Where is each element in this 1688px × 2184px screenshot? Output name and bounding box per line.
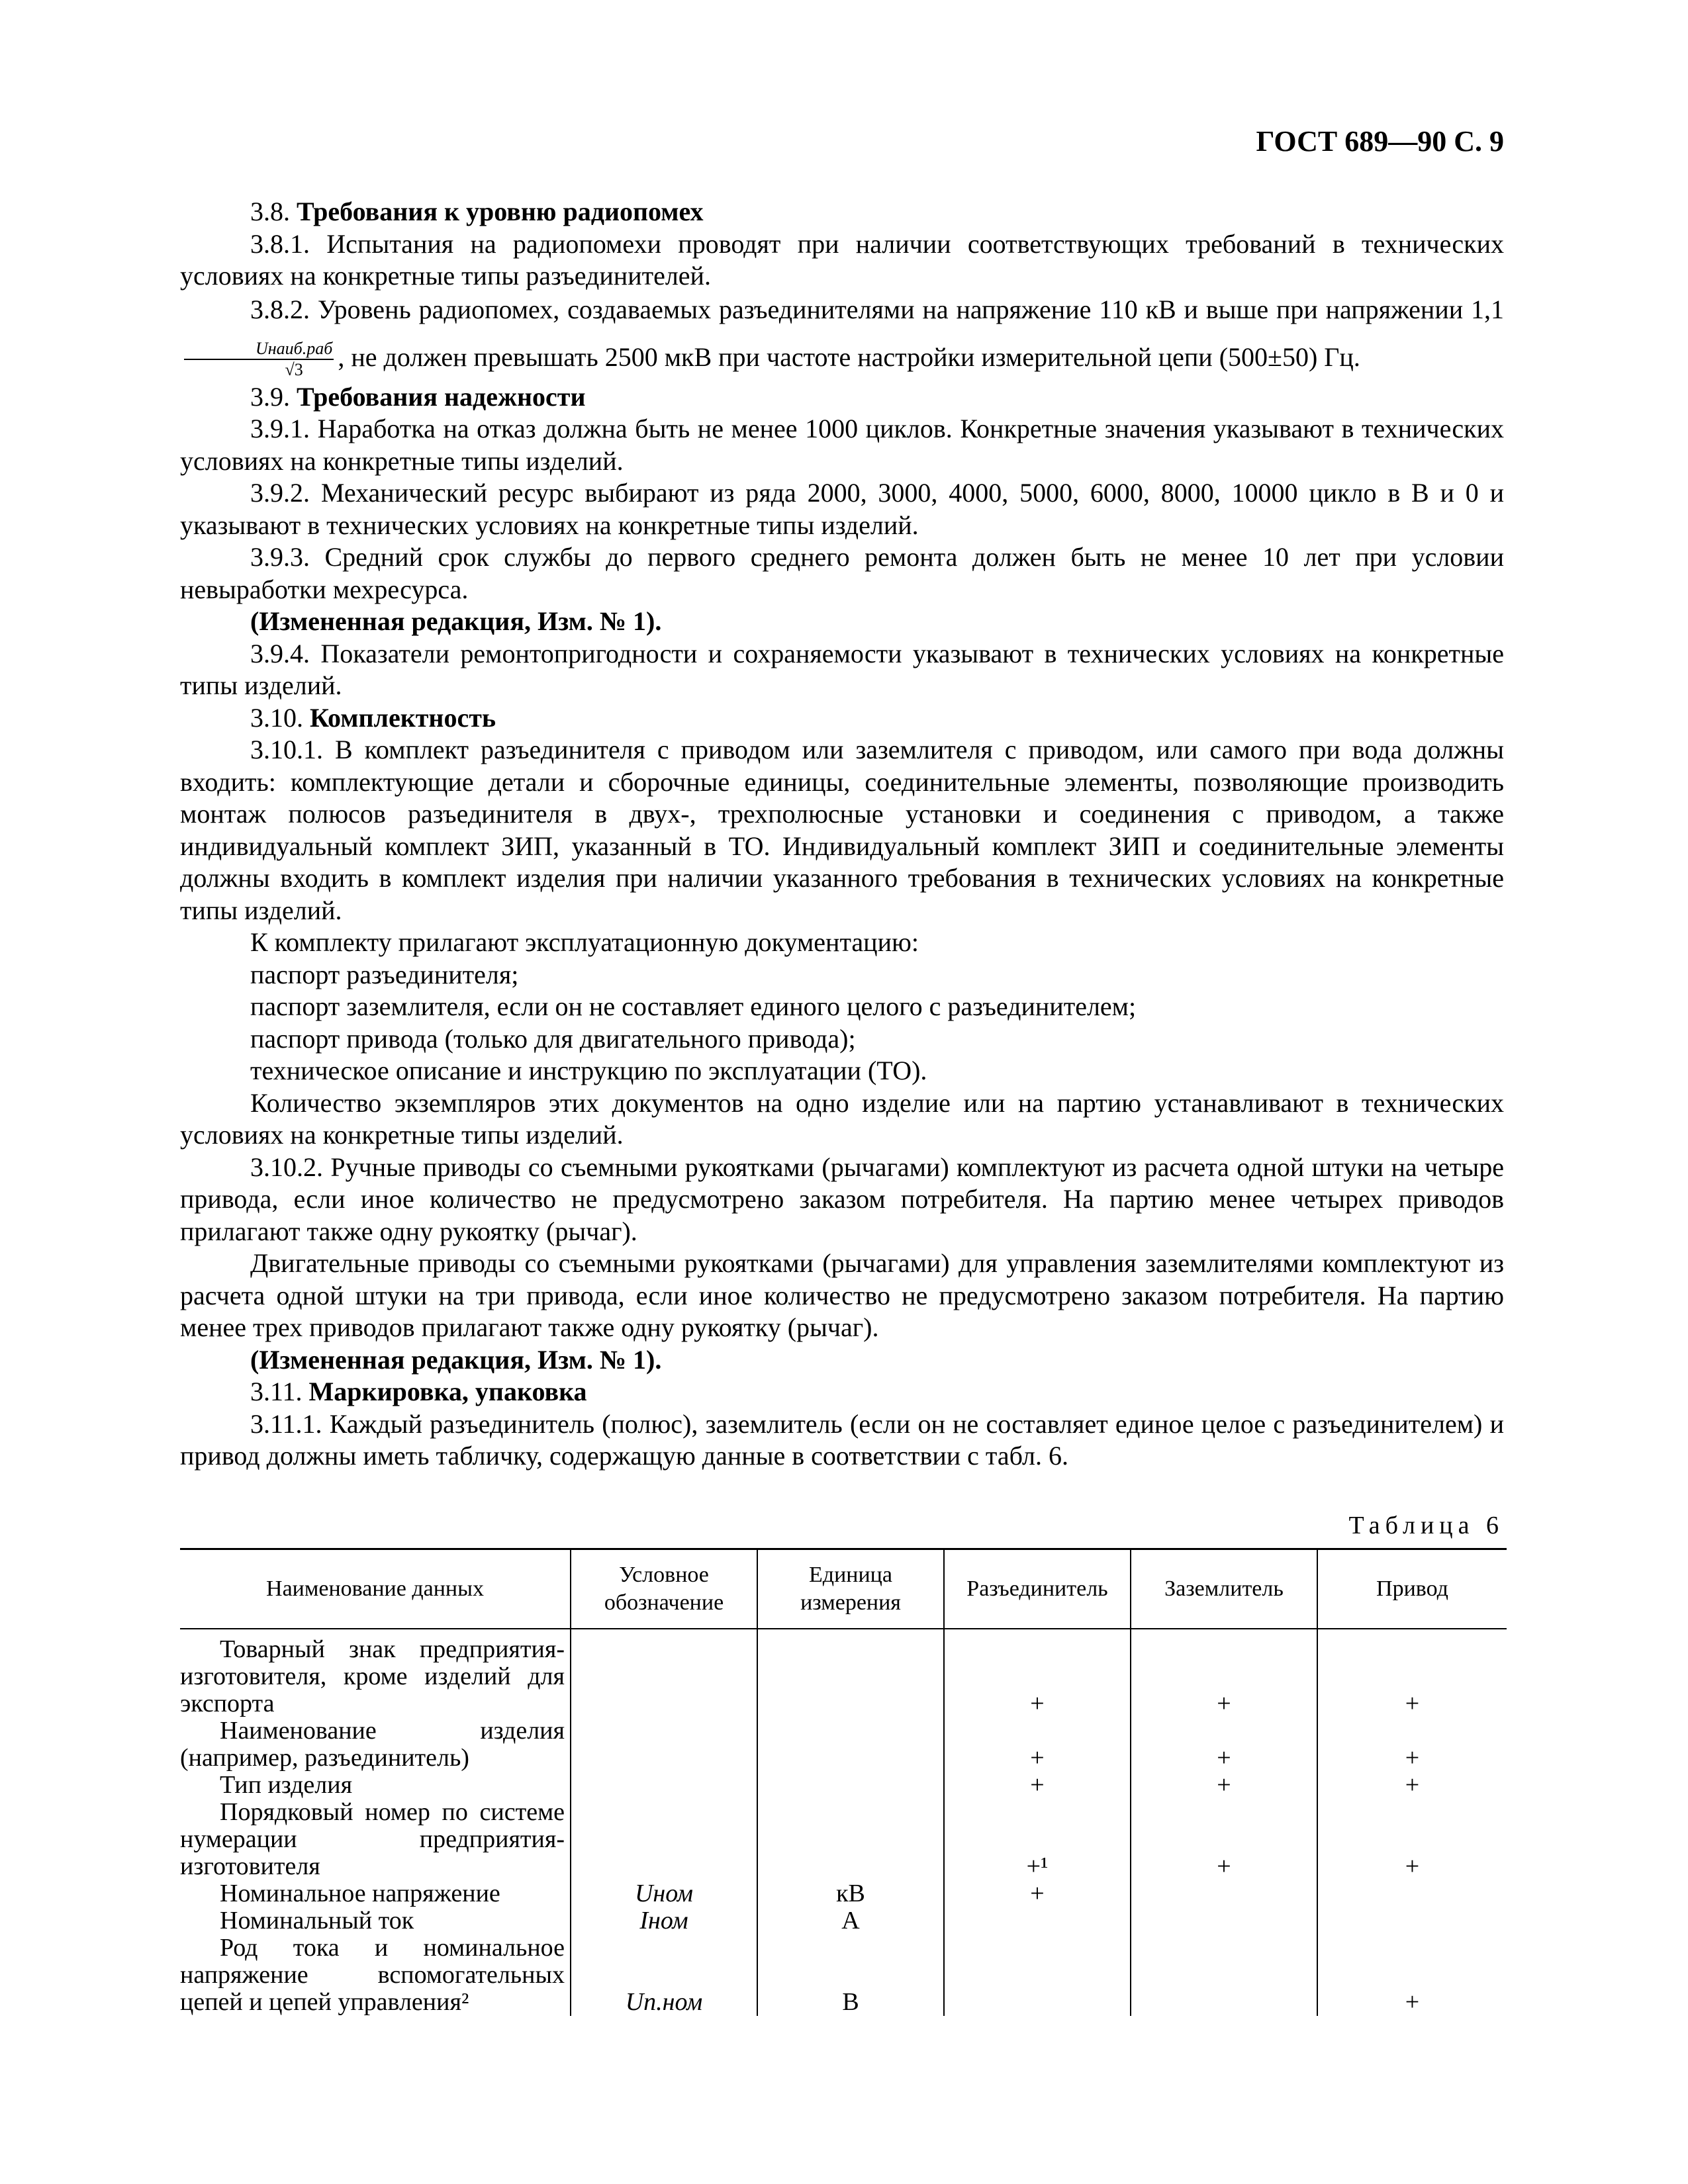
header-cell: Единица измерения xyxy=(757,1549,944,1629)
cell-drive: + xyxy=(1317,1717,1507,1772)
cell-disconnector: + xyxy=(944,1880,1131,1907)
cell-drive: + xyxy=(1317,1934,1507,2016)
table-row xyxy=(180,1907,1507,1934)
cell-unit xyxy=(757,1772,944,1799)
cell-earthing-switch: + xyxy=(1131,1799,1317,1880)
cell-unit xyxy=(757,1629,944,1717)
table-row xyxy=(180,1934,1507,2016)
para-quantity: Количество экземпляров этих документов на одно изделие или на партию устанавливают в технических условиях на конкретные типы изделий. xyxy=(180,1087,1504,1150)
amendment-note: (Измененная редакция, Изм. № 1). xyxy=(250,606,662,636)
table-row xyxy=(180,1717,1507,1772)
cell-drive xyxy=(1317,1880,1507,1907)
cell-name: Род тока и номинальное напряжение вспомогательных цепей и цепей управления² xyxy=(180,1934,571,2016)
header-cell: Условное обозначение xyxy=(571,1549,757,1629)
para-3-9-1: 3.9.1. Наработка на отказ должна быть не менее 1000 циклов. Конкретные значения указывают в технических условиях на конкретные типы изделий. xyxy=(180,414,1504,476)
list-item: техническое описание и инструкцию по эксплуатации (ТО). xyxy=(250,1056,927,1085)
section-3-8: 3.8. Требования к уровню радиопомех xyxy=(250,197,704,226)
cell-unit xyxy=(757,1799,944,1880)
cell-name: Наименование изделия (например, разъединитель) xyxy=(180,1717,571,1772)
cell-drive: + xyxy=(1317,1772,1507,1799)
para-motor-drives: Двигательные приводы со съемными рукоятками (рычагами) для управления заземлителями комплектуют из расчета одной штуки на три привода, если иное количество не предусмотрено заказом потребителя. На партию менее трех приводов прилагают также одну рукоятку (рычаг). xyxy=(180,1248,1504,1342)
cell-symbol xyxy=(571,1799,757,1880)
list-item: паспорт разъединителя; xyxy=(250,959,519,989)
cell-disconnector xyxy=(944,1907,1131,1934)
para-3-9-2: 3.9.2. Механический ресурс выбирают из ряда 2000, 3000, 4000, 5000, 6000, 8000, 10000 цикло в В и 0 и указывают в технических условиях на конкретные типы изделий. xyxy=(180,478,1504,540)
cell-drive: + xyxy=(1317,1629,1507,1717)
formula-fraction: $\frac{\text{Uнаиб.раб}}{√3}$ xyxy=(184,339,334,380)
cell-disconnector: +¹ xyxy=(944,1799,1131,1880)
table-row xyxy=(180,1629,1507,1717)
header-cell: Разъединитель xyxy=(944,1549,1131,1629)
cell-name: Номинальный ток xyxy=(180,1907,571,1934)
section-3-11: 3.11. Маркировка, упаковка xyxy=(250,1377,587,1406)
cell-drive xyxy=(1317,1907,1507,1934)
list-intro: К комплекту прилагают эксплуатационную документацию: xyxy=(250,927,919,957)
cell-disconnector: + xyxy=(944,1629,1131,1717)
header-cell: Наименование данных xyxy=(180,1549,571,1629)
table-caption: Таблица 6 xyxy=(1348,1511,1504,1539)
cell-earthing-switch: + xyxy=(1131,1717,1317,1772)
cell-drive: + xyxy=(1317,1799,1507,1880)
section-3-9: 3.9. Требования надежности xyxy=(250,381,586,412)
para-3-9-4: 3.9.4. Показатели ремонтопригодности и сохраняемости указывают в технических условиях на конкретные типы изделий. xyxy=(180,638,1504,700)
cell-earthing-switch xyxy=(1131,1880,1317,1907)
cell-symbol: Uном xyxy=(571,1880,757,1907)
cell-disconnector xyxy=(944,1934,1131,2016)
cell-earthing-switch: + xyxy=(1131,1772,1317,1799)
para-3-11-1: 3.11.1. Каждый разъединитель (полюс), заземлитель (если он не составляет единое целое с разъединителем) и привод должны иметь табличку, содержащую данные в соответствии с табл. 6. xyxy=(180,1408,1504,1471)
cell-disconnector: + xyxy=(944,1717,1131,1772)
table-row xyxy=(180,1772,1507,1799)
cell-earthing-switch: + xyxy=(1131,1629,1317,1717)
cell-unit: В xyxy=(757,1934,944,2016)
cell-earthing-switch xyxy=(1131,1934,1317,2016)
section-title: Маркировка, упаковка xyxy=(308,1377,587,1406)
cell-name: Товарный знак предприятия-изготовителя, кроме изделий для экспорта xyxy=(180,1629,571,1717)
cell-unit xyxy=(757,1717,944,1772)
section-title: Комплектность xyxy=(310,702,496,733)
para-3-8-1: 3.8.1. Испытания на радиопомехи проводят при наличии соответствующих требований в технических условиях на конкретные типы разъединителей. xyxy=(180,228,1504,291)
cell-unit: кВ xyxy=(757,1880,944,1907)
cell-symbol: Uп.ном xyxy=(571,1934,757,2016)
cell-disconnector: + xyxy=(944,1772,1131,1799)
header-cell: Привод xyxy=(1317,1549,1507,1629)
cell-name: Номинальное напряжение xyxy=(180,1880,571,1907)
cell-symbol xyxy=(571,1629,757,1717)
table-header-row xyxy=(180,1549,1507,1629)
section-title: Требования надежности xyxy=(297,381,586,412)
para-3-10-2: 3.10.2. Ручные приводы со съемными рукоятками (рычагами) комплектуют из расчета одной штуки на четыре привода, если иное количество не предусмотрено заказом потребителя. На партию менее четырех приводов прилагают также одну рукоятку (рычаг). xyxy=(180,1152,1504,1246)
section-3-10: 3.10. Комплектность xyxy=(250,702,496,733)
cell-unit: А xyxy=(757,1907,944,1934)
list-item: паспорт привода (только для двигательного привода); xyxy=(250,1023,856,1054)
cell-earthing-switch xyxy=(1131,1907,1317,1934)
section-title: Требования к уровню радиопомех xyxy=(297,197,704,226)
header-cell: Заземлитель xyxy=(1131,1549,1317,1629)
document-body xyxy=(180,116,1504,2016)
table-row xyxy=(180,1880,1507,1907)
cell-name: Тип изделия xyxy=(180,1772,571,1799)
marking-table xyxy=(180,1548,1507,2016)
cell-name: Порядковый номер по системе нумерации предприятия-изготовителя xyxy=(180,1799,571,1880)
para-3-10-1: 3.10.1. В комплект разъединителя с приводом или заземлителя с приводом, или самого при вода должны входить: комплектующие детали и сборочные единицы, соединительные элементы, позволяющие производить монтаж полюсов разъединителя в двух-, трехполюсные установки и соединения с приводом, а также индивидуальный комплект ЗИП, указанный в ТО. Индивидуальный комплект ЗИП и соединительные элементы должны входить в комплект изделия при наличии указанного требования в технических условиях на конкретные типы изделий. xyxy=(180,735,1504,925)
cell-symbol xyxy=(571,1717,757,1772)
amendment-note: (Измененная редакция, Изм. № 1). xyxy=(250,1344,662,1375)
cell-symbol xyxy=(571,1772,757,1799)
cell-symbol: Iном xyxy=(571,1907,757,1934)
para-3-8-2: 3.8.2. Уровень радиопомех, создаваемых разъединителями на напряжение 110 кВ и выше при напряжении 1,1 $\frac{\text{Uнаиб.раб}}{√3}$ , не должен превышать 2500 мкВ при частоте настройки измерительной цепи (500±50) Гц. xyxy=(180,286,1504,381)
table-row xyxy=(180,1799,1507,1880)
page-header: ГОСТ 689—90 С. 9 xyxy=(1256,125,1504,158)
para-3-9-3: 3.9.3. Средний срок службы до первого среднего ремонта должен быть не менее 10 лет при условии невыработки мехресурса. xyxy=(180,542,1504,604)
list-item: паспорт заземлителя, если он не составляет единого целого с разъединителем; xyxy=(250,991,1137,1021)
